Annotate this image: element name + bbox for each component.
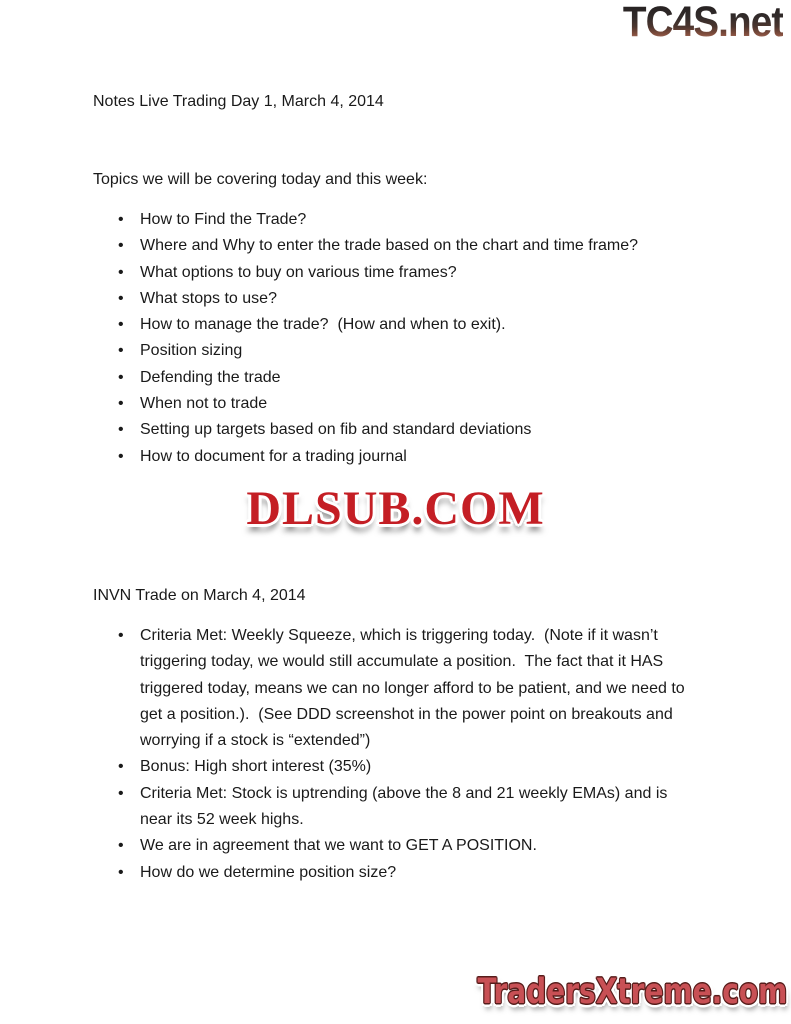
tradersxtreme-watermark-logo: TradersXtreme.com: [477, 972, 787, 1012]
topics-list-item: [118, 444, 728, 470]
topics-list-item-text: When not to trade: [140, 395, 268, 413]
invn-trade-list: [118, 623, 700, 886]
tc4s-watermark-logo: TC4S.net: [622, 0, 783, 46]
topics-list-item: [118, 417, 728, 443]
topics-intro-text: Topics we will be covering today and this week:: [93, 171, 428, 188]
topics-list-item-text: How to Find the Trade?: [140, 211, 307, 228]
topics-list-item-text: What options to buy on various time frames?: [140, 263, 457, 281]
topics-list-item-text: What stops to use?: [140, 289, 277, 307]
dlsub-watermark-logo: DLSUB.COM: [246, 482, 545, 535]
topics-list-item: [118, 391, 728, 417]
invn-list-item-text: How do we determine position size?: [140, 863, 397, 881]
topics-list-item: [118, 260, 728, 286]
bullet-icon: •: [118, 263, 124, 281]
bullet-icon: •: [118, 421, 124, 439]
topics-list-item: [118, 233, 728, 259]
invn-list-item-text: Bonus: High short interest (35%): [140, 758, 372, 776]
bullet-icon: •: [118, 784, 124, 802]
topics-list-item-text: Defending the trade: [140, 368, 281, 386]
bullet-icon: •: [118, 289, 124, 307]
bullet-icon: •: [118, 316, 124, 334]
invn-list-item: [118, 833, 700, 859]
bullet-icon: •: [118, 627, 124, 644]
invn-list-item: [118, 860, 700, 886]
topics-list-item: [118, 338, 728, 364]
topics-list: [118, 207, 728, 470]
invn-list-item-text: We are in agreement that we want to GET A POSITION.: [140, 837, 537, 855]
topics-list-item: [118, 286, 728, 312]
topics-list-item-text: Where and Why to enter the trade based on the chart and time frame?: [140, 237, 639, 255]
invn-list-item-text: Criteria Met: Weekly Squeeze, which is triggering today. (Note if it wasn’t triggering today, we would still accumulate a position. The fact that it HAS triggered today, means we can no longer afford to be patient, and we need to get a position.). (See DDD screenshot in the power point on breakouts and worrying if a stock is “extended”): [140, 627, 690, 750]
topics-list-item: [118, 312, 728, 338]
bullet-icon: •: [118, 837, 124, 855]
topics-list-item: [118, 365, 728, 391]
document-title: Notes Live Trading Day 1, March 4, 2014: [93, 93, 384, 110]
bullet-icon: •: [118, 447, 124, 465]
topics-list-item: [118, 207, 728, 233]
topics-list-item-text: How to document for a trading journal: [140, 447, 407, 465]
invn-list-item: [118, 754, 700, 780]
bullet-icon: •: [118, 368, 124, 386]
topics-list-item-text: Position sizing: [140, 342, 243, 360]
topics-list-item-text: How to manage the trade? (How and when to exit).: [140, 316, 506, 334]
bullet-icon: •: [118, 863, 124, 881]
invn-section-heading: INVN Trade on March 4, 2014: [93, 587, 306, 604]
invn-list-item: [118, 781, 700, 834]
invn-list-item-text: Criteria Met: Stock is uptrending (above the 8 and 21 weekly EMAs) and is near its 52 week highs.: [140, 784, 672, 829]
bullet-icon: •: [118, 342, 124, 360]
topics-list-item-text: Setting up targets based on fib and standard deviations: [140, 421, 532, 439]
bullet-icon: •: [118, 211, 124, 228]
bullet-icon: •: [118, 237, 124, 255]
bullet-icon: •: [118, 395, 124, 413]
invn-list-item: [118, 623, 700, 754]
bullet-icon: •: [118, 758, 124, 776]
